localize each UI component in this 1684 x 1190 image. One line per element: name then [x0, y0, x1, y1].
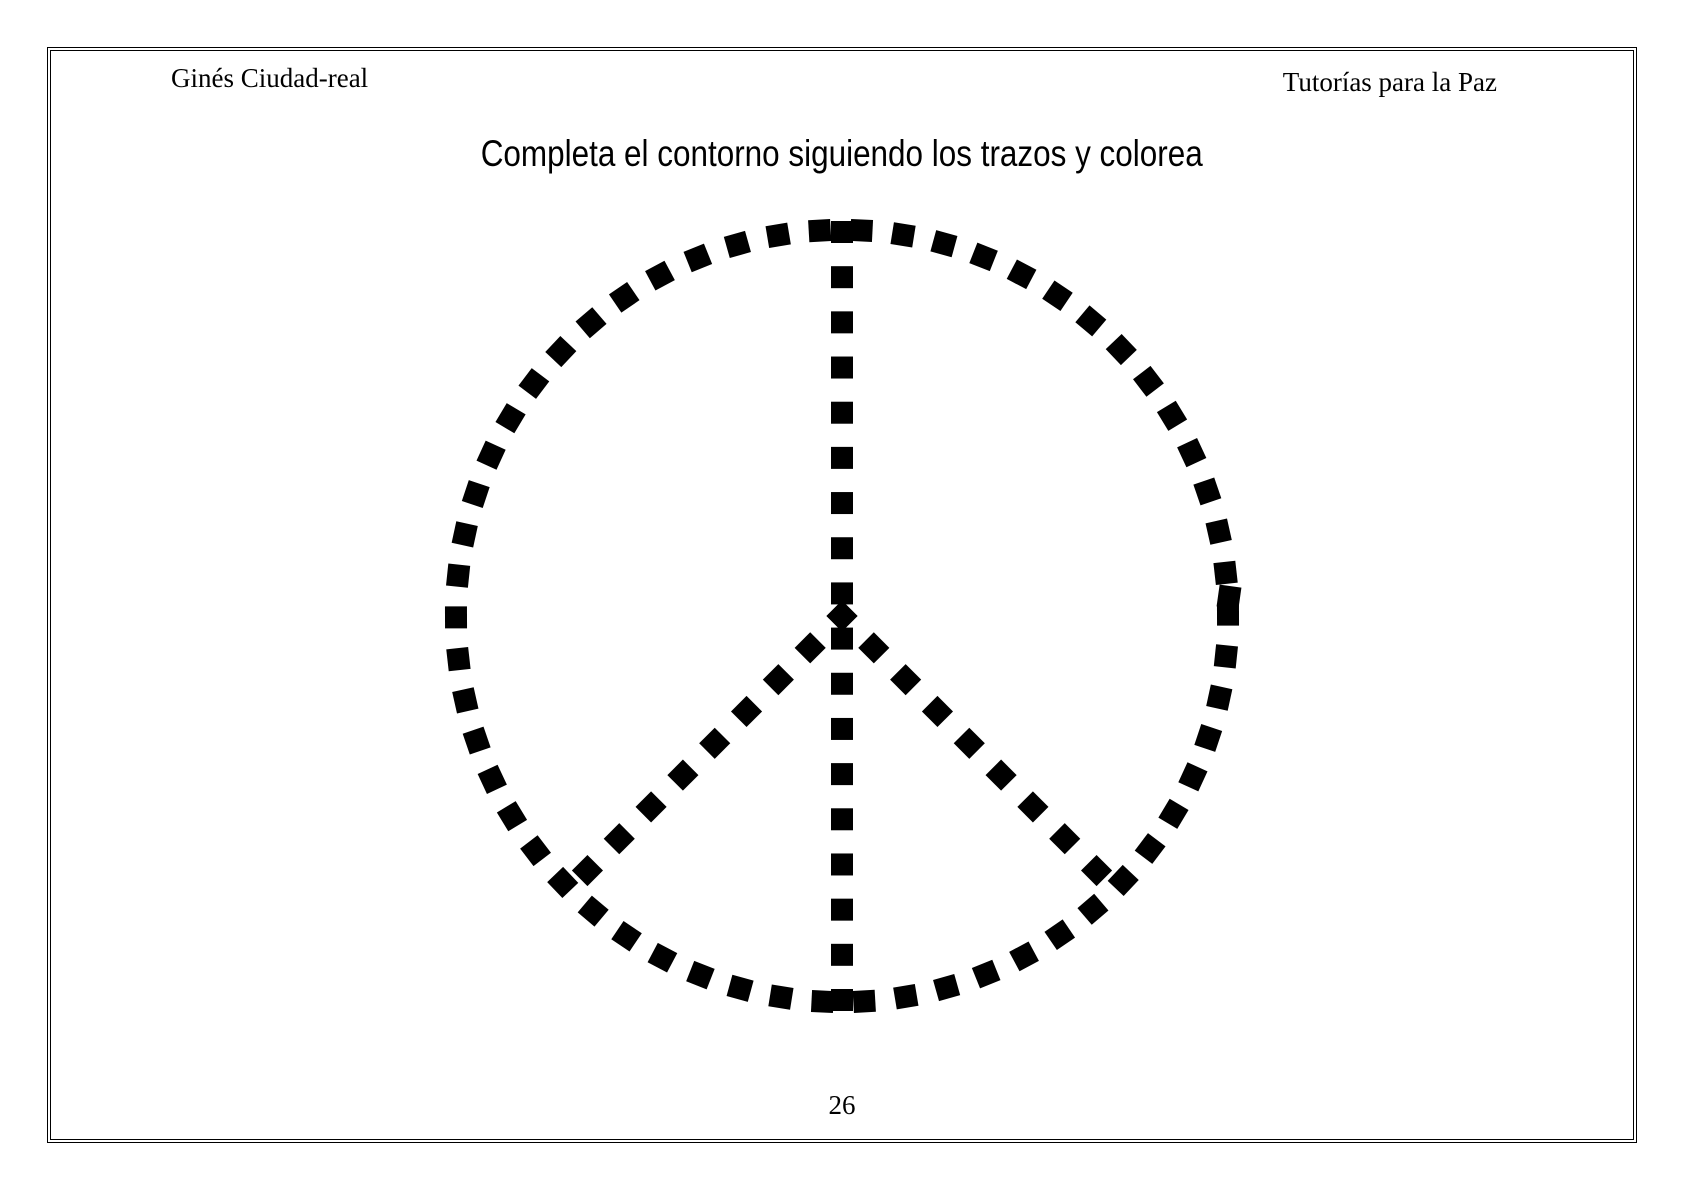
header-author: Ginés Ciudad-real [171, 63, 369, 93]
page-number: 26 [828, 1090, 856, 1120]
header-series-title: Tutorías para la Paz [1282, 67, 1497, 97]
peace-symbol-dot-group [445, 219, 1241, 1013]
worksheet-instruction-text: Completa el contorno siguiendo los trazos y colorea [480, 133, 1203, 174]
